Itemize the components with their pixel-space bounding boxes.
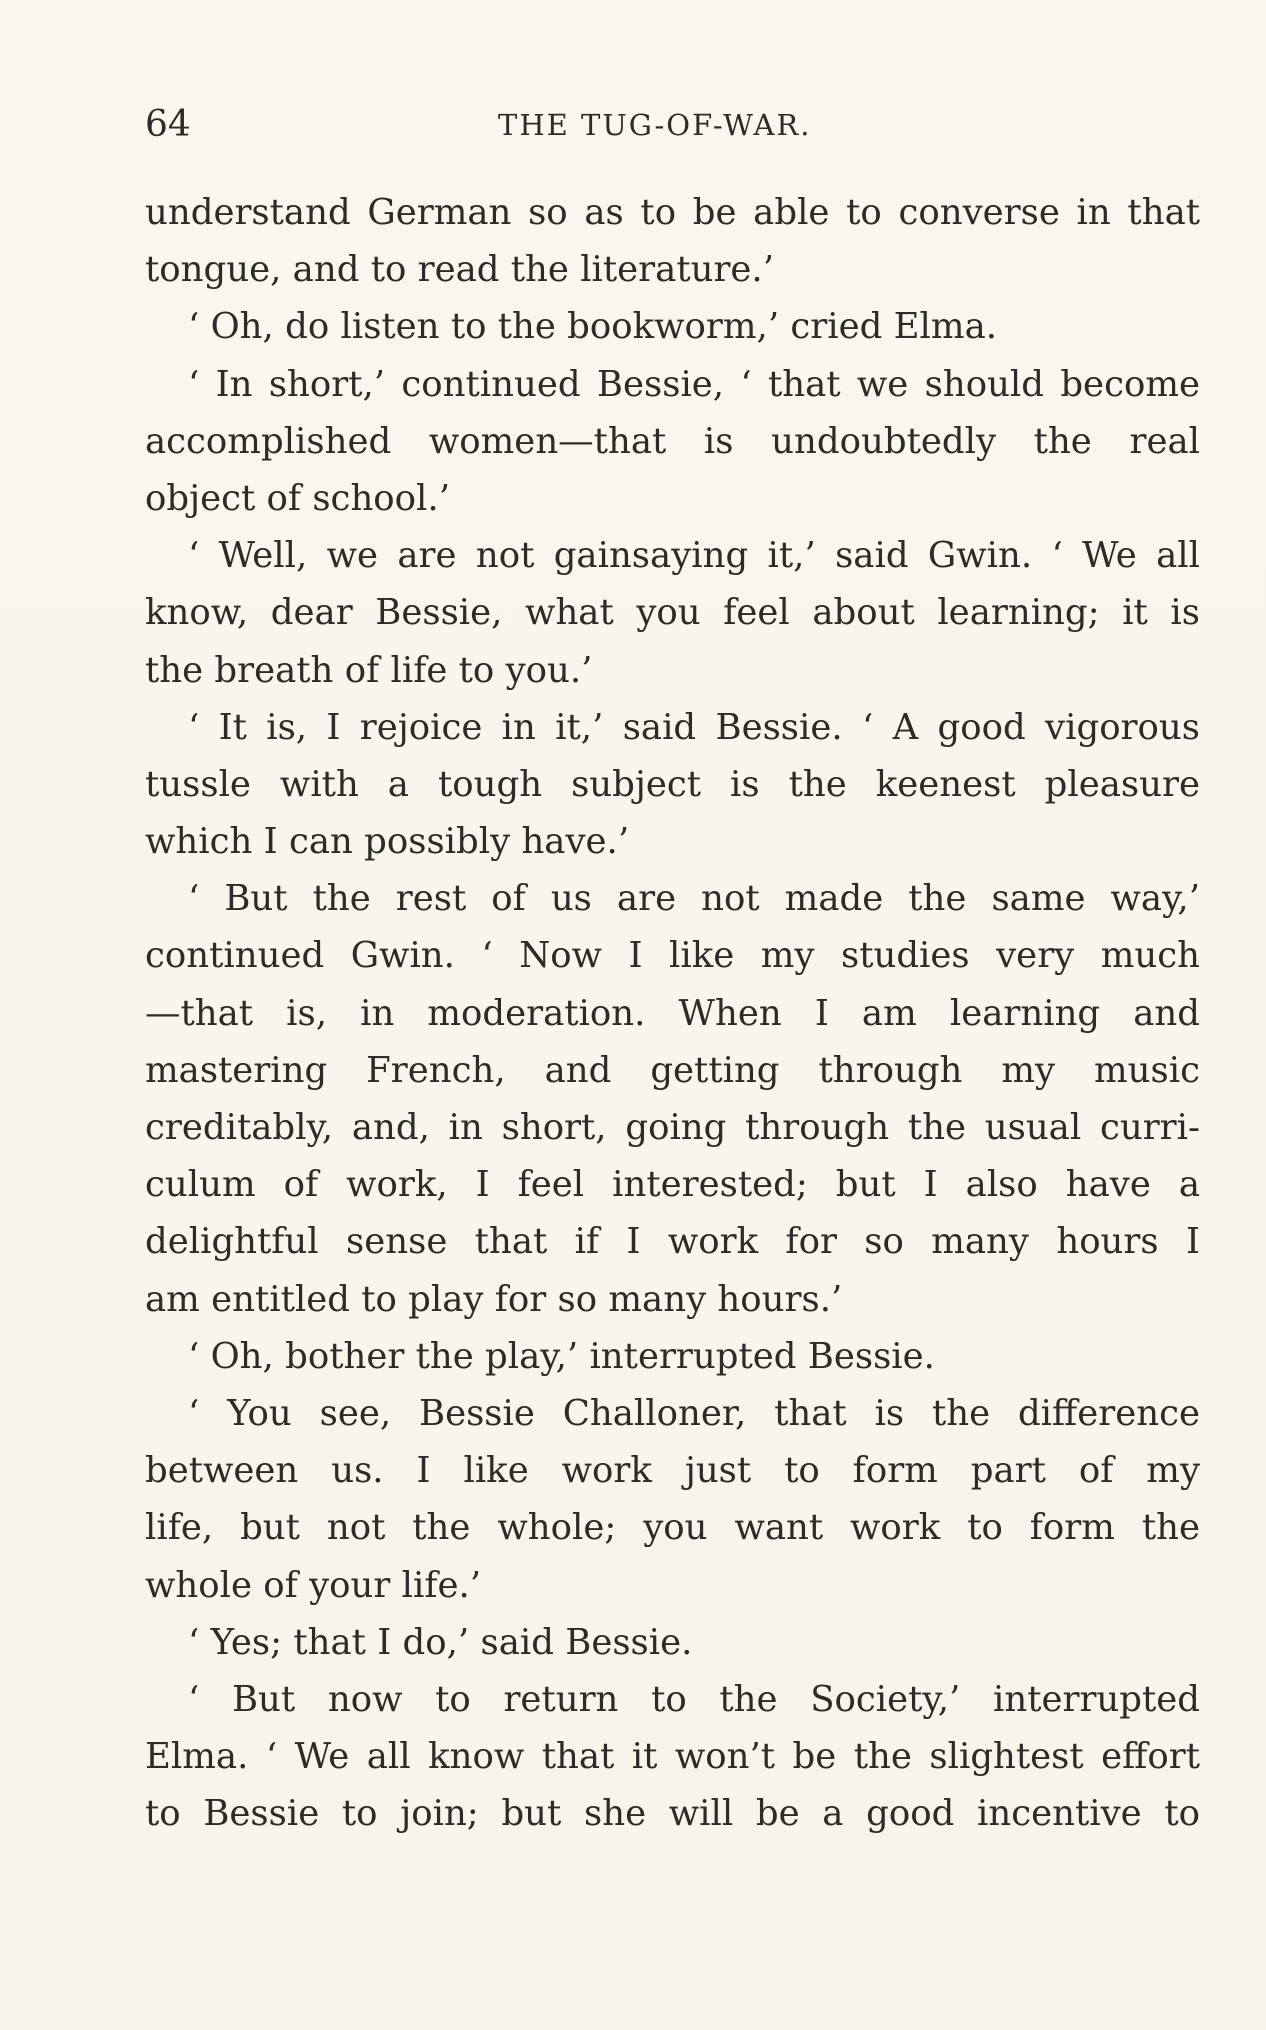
page-number: 64 — [145, 104, 191, 145]
text-line: to Bessie to join; but she will be a good incentive to — [145, 1793, 1200, 1835]
text-line: ‘ Oh, do listen to the bookworm,’ cried Elma. — [188, 306, 998, 348]
text-line: whole of your life.’ — [145, 1564, 482, 1606]
text-line: creditably, and, in short, going through the usual curri- — [145, 1107, 1200, 1148]
text-line: ‘ It is, I rejoice in it,’ said Bessie. ‘ A good vigorous — [188, 706, 1200, 748]
text-line: Elma. ‘ We all know that it won’t be the slightest effort — [145, 1736, 1200, 1778]
text-line: ‘ Yes; that I do,’ said Bessie. — [188, 1621, 693, 1663]
text-line: am entitled to play for so many hours.’ — [145, 1278, 843, 1320]
text-line: tongue, and to read the literature.’ — [145, 249, 774, 291]
text-line: which I can possibly have.’ — [145, 821, 630, 863]
text-line: know, dear Bessie, what you feel about learning; it is — [145, 592, 1200, 634]
text-line: between us. I like work just to form part of my — [145, 1450, 1200, 1492]
text-line: tussle with a tough subject is the keenest pleasure — [145, 763, 1200, 805]
text-line: understand German so as to be able to converse in that — [145, 192, 1200, 233]
text-line: the breath of life to you.’ — [145, 649, 593, 691]
text-line: ‘ But the rest of us are not made the same way,’ — [188, 878, 1200, 920]
running-title: THE TUG-OF-WAR. — [498, 108, 812, 142]
text-line: mastering French, and getting through my music — [145, 1049, 1200, 1091]
text-line: ‘ But now to return to the Society,’ interrupted — [188, 1678, 1200, 1720]
text-line: ‘ In short,’ continued Bessie, ‘ that we should become — [188, 363, 1200, 405]
text-line: object of school.’ — [145, 477, 450, 519]
text-line: accomplished women—that is undoubtedly the real — [145, 420, 1200, 462]
text-line: delightful sense that if I work for so many hours I — [145, 1221, 1200, 1263]
running-head — [145, 100, 1200, 150]
text-line: life, but not the whole; you want work to form the — [145, 1507, 1200, 1549]
text-line: ‘ You see, Bessie Challoner, that is the difference — [188, 1392, 1200, 1434]
text-line: continued Gwin. ‘ Now I like my studies very much — [145, 935, 1200, 977]
text-line: culum of work, I feel interested; but I also have a — [145, 1164, 1200, 1206]
text-line: ‘ Oh, bother the play,’ interrupted Bessie. — [188, 1335, 935, 1377]
text-line: —that is, in moderation. When I am learning and — [145, 992, 1200, 1034]
body-text — [145, 184, 1200, 1842]
text-line: ‘ Well, we are not gainsaying it,’ said Gwin. ‘ We all — [188, 535, 1200, 577]
